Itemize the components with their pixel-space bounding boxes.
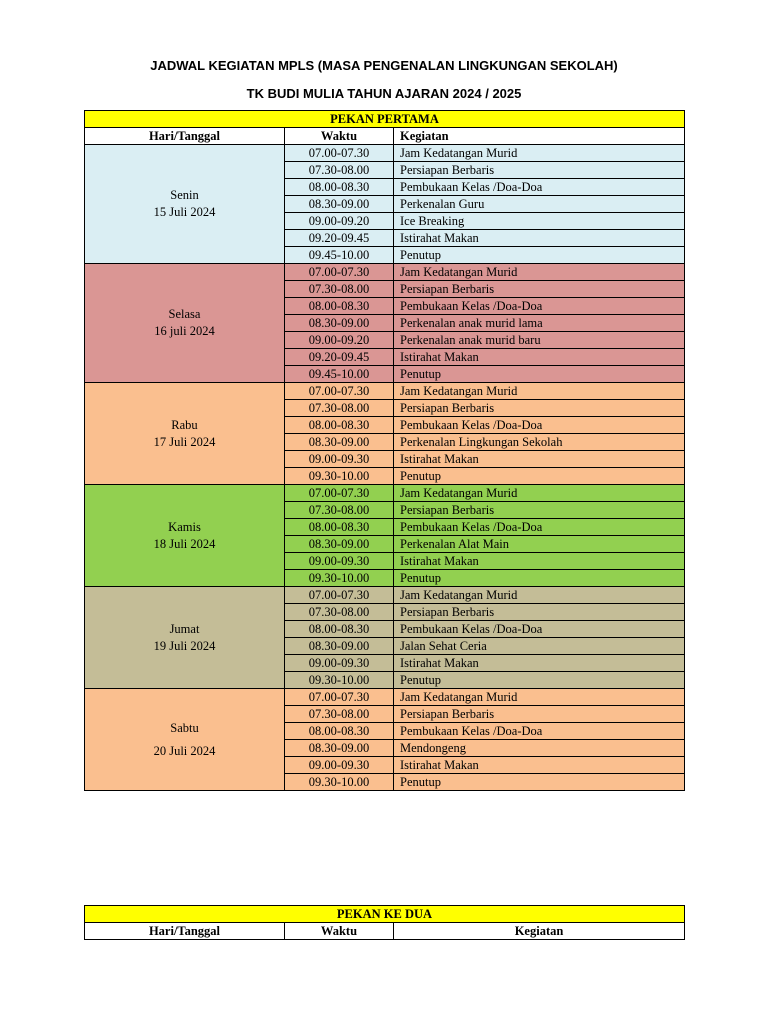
activity-cell: Istirahat Makan <box>394 349 685 366</box>
time-cell: 07.00-07.30 <box>285 145 394 162</box>
week2-header-row <box>85 906 685 923</box>
day-date: 18 Juli 2024 <box>153 536 216 551</box>
activity-cell: Istirahat Makan <box>394 757 685 774</box>
activity-cell: Jam Kedatangan Murid <box>394 485 685 502</box>
week1-schedule-table <box>84 110 685 791</box>
day-name: Senin <box>170 188 199 202</box>
day-name: Rabu <box>171 417 198 432</box>
time-cell: 08.30-09.00 <box>285 434 394 451</box>
activity-cell: Pembukaan Kelas /Doa-Doa <box>394 179 685 196</box>
activity-cell: Perkenalan Guru <box>394 196 685 213</box>
activity-cell: Jam Kedatangan Murid <box>394 383 685 400</box>
week1-column-header-row <box>85 128 685 145</box>
activity-cell: Jam Kedatangan Murid <box>394 145 685 162</box>
time-cell: 07.00-07.30 <box>285 383 394 400</box>
time-cell: 09.20-09.45 <box>285 230 394 247</box>
time-cell: 09.00-09.20 <box>285 332 394 349</box>
schedule-row <box>85 485 685 502</box>
activity-cell: Ice Breaking <box>394 213 685 230</box>
day-date: 15 Juli 2024 <box>153 205 216 219</box>
time-cell: 08.00-08.30 <box>285 298 394 315</box>
time-cell: 09.00-09.30 <box>285 655 394 672</box>
time-cell: 07.30-08.00 <box>285 162 394 179</box>
activity-cell: Persiapan Berbaris <box>394 400 685 417</box>
day-date: 20 Juli 2024 <box>153 743 216 758</box>
time-cell: 07.30-08.00 <box>285 604 394 621</box>
day-date: 19 Juli 2024 <box>153 638 216 653</box>
time-cell: 09.45-10.00 <box>285 247 394 264</box>
time-cell: 08.30-09.00 <box>285 740 394 757</box>
week1-header: PEKAN PERTAMA <box>85 111 685 128</box>
activity-cell: Pembukaan Kelas /Doa-Doa <box>394 417 685 434</box>
time-cell: 07.00-07.30 <box>285 689 394 706</box>
week2-schedule-table <box>84 905 685 940</box>
col-header-waktu: Waktu <box>285 923 394 940</box>
activity-cell: Istirahat Makan <box>394 451 685 468</box>
time-cell: 09.45-10.00 <box>285 366 394 383</box>
activity-cell: Istirahat Makan <box>394 553 685 570</box>
time-cell: 08.00-08.30 <box>285 179 394 196</box>
activity-cell: Persiapan Berbaris <box>394 604 685 621</box>
activity-cell: Penutup <box>394 570 685 587</box>
activity-cell: Persiapan Berbaris <box>394 706 685 723</box>
activity-cell: Perkenalan anak murid baru <box>394 332 685 349</box>
activity-cell: Pembukaan Kelas /Doa-Doa <box>394 621 685 638</box>
schedule-row <box>85 689 685 706</box>
time-cell: 08.30-09.00 <box>285 536 394 553</box>
day-cell <box>85 587 285 689</box>
day-name: Sabtu <box>170 720 199 735</box>
activity-cell: Perkenalan anak murid lama <box>394 315 685 332</box>
activity-cell: Jam Kedatangan Murid <box>394 689 685 706</box>
activity-cell: Perkenalan Alat Main <box>394 536 685 553</box>
day-name: Kamis <box>168 519 201 534</box>
time-cell: 09.20-09.45 <box>285 349 394 366</box>
activity-cell: Penutup <box>394 366 685 383</box>
time-cell: 07.30-08.00 <box>285 400 394 417</box>
document-subtitle: TK BUDI MULIA TAHUN AJARAN 2024 / 2025 <box>246 86 522 101</box>
time-cell: 07.00-07.30 <box>285 485 394 502</box>
time-cell: 09.00-09.30 <box>285 451 394 468</box>
activity-cell: Pembukaan Kelas /Doa-Doa <box>394 519 685 536</box>
time-cell: 08.00-08.30 <box>285 519 394 536</box>
time-cell: 09.00-09.30 <box>285 757 394 774</box>
day-name: Jumat <box>169 621 200 636</box>
time-cell: 09.30-10.00 <box>285 468 394 485</box>
day-date: 17 Juli 2024 <box>153 434 216 449</box>
schedule-row <box>85 264 685 281</box>
time-cell: 09.30-10.00 <box>285 672 394 689</box>
day-cell <box>85 145 285 264</box>
activity-cell: Persiapan Berbaris <box>394 162 685 179</box>
time-cell: 09.30-10.00 <box>285 774 394 791</box>
activity-cell: Jalan Sehat Ceria <box>394 638 685 655</box>
day-cell <box>85 264 285 383</box>
day-cell <box>85 689 285 791</box>
time-cell: 09.00-09.30 <box>285 553 394 570</box>
time-cell: 08.00-08.30 <box>285 621 394 638</box>
activity-cell: Persiapan Berbaris <box>394 281 685 298</box>
activity-cell: Jam Kedatangan Murid <box>394 264 685 281</box>
day-cell <box>85 383 285 485</box>
activity-cell: Pembukaan Kelas /Doa-Doa <box>394 723 685 740</box>
week2-column-header-row <box>85 923 685 940</box>
document-title: JADWAL KEGIATAN MPLS (MASA PENGENALAN LINGKUNGAN SEKOLAH) <box>150 58 618 73</box>
activity-cell: Jam Kedatangan Murid <box>394 587 685 604</box>
time-cell: 07.00-07.30 <box>285 587 394 604</box>
activity-cell: Penutup <box>394 247 685 264</box>
col-header-kegiatan: Kegiatan <box>394 128 685 145</box>
col-header-hari: Hari/Tanggal <box>85 923 285 940</box>
activity-cell: Penutup <box>394 468 685 485</box>
time-cell: 07.00-07.30 <box>285 264 394 281</box>
col-header-kegiatan: Kegiatan <box>394 923 685 940</box>
time-cell: 08.00-08.30 <box>285 417 394 434</box>
time-cell: 08.30-09.00 <box>285 196 394 213</box>
time-cell: 08.30-09.00 <box>285 638 394 655</box>
week1-header-row <box>85 111 685 128</box>
activity-cell: Istirahat Makan <box>394 655 685 672</box>
time-cell: 09.30-10.00 <box>285 570 394 587</box>
time-cell: 08.30-09.00 <box>285 315 394 332</box>
activity-cell: Persiapan Berbaris <box>394 502 685 519</box>
day-cell <box>85 485 285 587</box>
day-name: Selasa <box>168 307 201 321</box>
activity-cell: Penutup <box>394 774 685 791</box>
time-cell: 07.30-08.00 <box>285 502 394 519</box>
activity-cell: Mendongeng <box>394 740 685 757</box>
activity-cell: Pembukaan Kelas /Doa-Doa <box>394 298 685 315</box>
day-date: 16 juli 2024 <box>154 324 215 338</box>
time-cell: 09.00-09.20 <box>285 213 394 230</box>
activity-cell: Istirahat Makan <box>394 230 685 247</box>
schedule-row <box>85 587 685 604</box>
time-cell: 07.30-08.00 <box>285 706 394 723</box>
col-header-hari: Hari/Tanggal <box>85 128 285 145</box>
schedule-row <box>85 145 685 162</box>
week2-header: PEKAN KE DUA <box>85 906 685 923</box>
schedule-row <box>85 383 685 400</box>
col-header-waktu: Waktu <box>285 128 394 145</box>
time-cell: 07.30-08.00 <box>285 281 394 298</box>
activity-cell: Perkenalan Lingkungan Sekolah <box>394 434 685 451</box>
time-cell: 08.00-08.30 <box>285 723 394 740</box>
activity-cell: Penutup <box>394 672 685 689</box>
